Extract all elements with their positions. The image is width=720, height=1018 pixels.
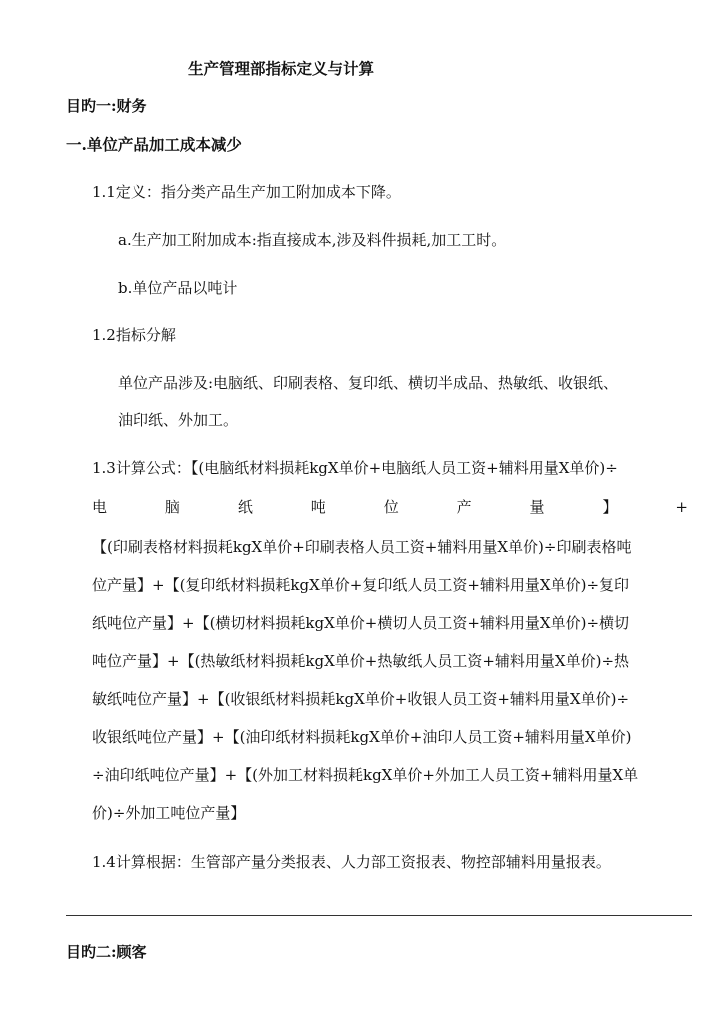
formula-line-6: 吨位产量】+【(热敏纸材料损耗kgX单价+热敏纸人员工资+辅料用量X单价)÷热	[92, 652, 630, 670]
formula-char: 产	[456, 498, 472, 516]
formula-line-3: 【(印刷表格材料损耗kgX单价+印刷表格人员工资+辅料用量X单价)÷印刷表格吨	[92, 538, 632, 556]
formula-char: 电	[92, 498, 108, 516]
calculation-basis: 1.4计算根据：生管部产量分类报表、人力部工资报表、物控部辅料用量报表。	[92, 853, 611, 871]
formula-char: 量	[529, 498, 545, 516]
breakdown-line-2: 油印纸、外加工。	[118, 411, 239, 429]
definition-paragraph: 1.1定义：指分类产品生产加工附加成本下降。	[92, 183, 401, 201]
formula-char: 位	[383, 498, 399, 516]
formula-char: 吨	[310, 498, 326, 516]
definition-item-b: b.单位产品以吨计	[118, 279, 238, 297]
breakdown-heading: 1.2指标分解	[92, 326, 176, 344]
formula-line-5: 纸吨位产量】+【(横切材料损耗kgX单价+横切人员工资+辅料用量X单价)÷横切	[92, 614, 630, 632]
formula-char: 】	[602, 498, 618, 516]
goal-two-heading: 目旳二:顾客	[66, 943, 147, 961]
section-one-heading: 一.单位产品加工成本减少	[66, 135, 242, 154]
formula-line-8: 收银纸吨位产量】+【(油印纸材料损耗kgX单价+油印人员工资+辅料用量X单价)	[92, 728, 632, 746]
formula-line-10: 价)÷外加工吨位产量】	[92, 804, 246, 822]
formula-line-9: ÷油印纸吨位产量】+【(外加工材料损耗kgX单价+外加工人员工资+辅料用量X单	[92, 766, 639, 784]
formula-char: 脑	[164, 498, 180, 516]
formula-line-1: 1.3计算公式：【(电脑纸材料损耗kgX单价+电脑纸人员工资+辅料用量X单价)÷	[92, 459, 618, 477]
goal-one-heading: 目旳一:财务	[66, 97, 147, 115]
formula-char: 纸	[237, 498, 253, 516]
formula-line-2	[92, 500, 688, 515]
document-title: 生产管理部指标定义与计算	[188, 59, 375, 78]
formula-char: +	[675, 498, 688, 516]
definition-item-a: a.生产加工附加成本:指直接成本,涉及料件损耗,加工工时。	[118, 231, 507, 249]
breakdown-line-1: 单位产品涉及:电脑纸、印刷表格、复印纸、横切半成品、热敏纸、收银纸、	[118, 374, 619, 392]
horizontal-divider	[66, 915, 692, 916]
formula-line-7: 敏纸吨位产量】+【(收银纸材料损耗kgX单价+收银人员工资+辅料用量X单价)÷	[92, 690, 630, 708]
formula-line-4: 位产量】+【(复印纸材料损耗kgX单价+复印纸人员工资+辅料用量X单价)÷复印	[92, 576, 630, 594]
